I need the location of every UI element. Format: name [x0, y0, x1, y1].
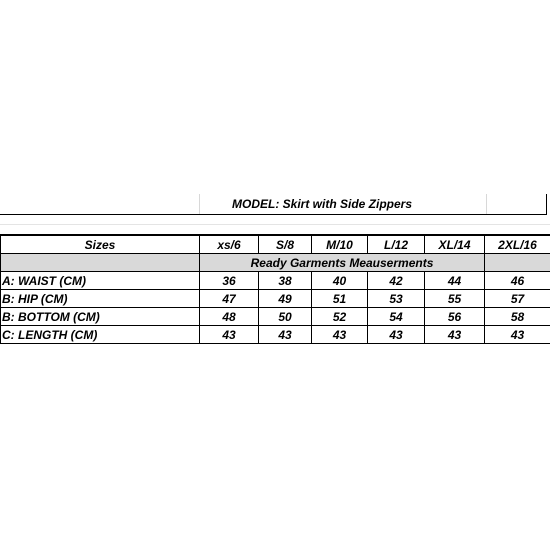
- table-row: [1, 290, 550, 308]
- size-header: S/8: [259, 235, 312, 254]
- size-header: 2XL/16: [485, 235, 550, 254]
- sizes-header: Sizes: [1, 235, 200, 254]
- table-header-row: [1, 235, 550, 254]
- table-row: [1, 326, 550, 344]
- size-header: XL/14: [425, 235, 485, 254]
- measurement-value: 51: [312, 290, 368, 308]
- measurement-value: 43: [259, 326, 312, 344]
- table-row: [1, 272, 550, 290]
- model-title: MODEL: Skirt with Side Zippers: [232, 197, 413, 211]
- size-header: L/12: [368, 235, 425, 254]
- measurement-value: 57: [485, 290, 550, 308]
- measurement-value: 48: [200, 308, 259, 326]
- measurement-value: 40: [312, 272, 368, 290]
- measurement-value: 53: [368, 290, 425, 308]
- measurement-value: 43: [200, 326, 259, 344]
- row-label: B: HIP (CM): [1, 290, 200, 308]
- measurement-value: 55: [425, 290, 485, 308]
- measurement-value: 43: [312, 326, 368, 344]
- measurement-value: 50: [259, 308, 312, 326]
- measurement-value: 58: [485, 308, 550, 326]
- section-title: Ready Garments Meauserments: [200, 254, 485, 272]
- measurement-value: 44: [425, 272, 485, 290]
- measurement-value: 49: [259, 290, 312, 308]
- size-table: [0, 234, 550, 344]
- measurement-value: 54: [368, 308, 425, 326]
- section-blank: [1, 254, 200, 272]
- measurement-value: 43: [368, 326, 425, 344]
- gridline-divider: [0, 224, 550, 225]
- measurement-value: 56: [425, 308, 485, 326]
- measurement-value: 36: [200, 272, 259, 290]
- grid-line: [199, 194, 200, 214]
- row-label: A: WAIST (CM): [1, 272, 200, 290]
- measurement-value: 47: [200, 290, 259, 308]
- table-row: [1, 308, 550, 326]
- section-blank: [485, 254, 550, 272]
- grid-line: [486, 194, 487, 214]
- size-header: xs/6: [200, 235, 259, 254]
- measurement-value: 46: [485, 272, 550, 290]
- section-row: [1, 254, 550, 272]
- model-title-row: [0, 194, 547, 215]
- row-label: B: BOTTOM (CM): [1, 308, 200, 326]
- row-label: C: LENGTH (CM): [1, 326, 200, 344]
- size-header: M/10: [312, 235, 368, 254]
- measurement-value: 52: [312, 308, 368, 326]
- measurement-value: 43: [485, 326, 550, 344]
- measurement-value: 43: [425, 326, 485, 344]
- measurement-value: 38: [259, 272, 312, 290]
- measurement-value: 42: [368, 272, 425, 290]
